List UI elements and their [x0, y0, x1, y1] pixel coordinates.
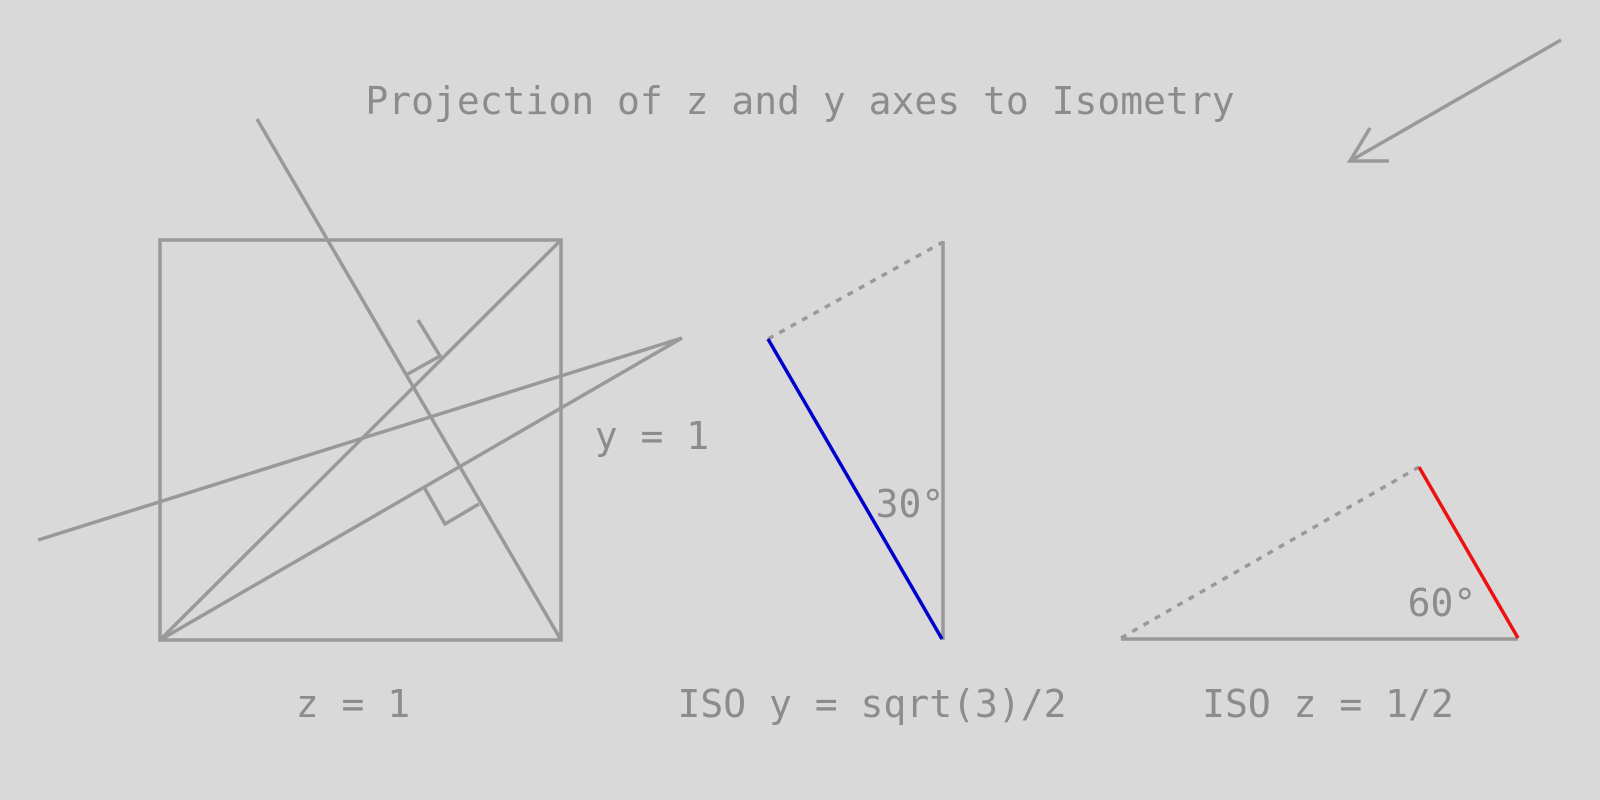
projection-line-upper: [38, 338, 682, 540]
angle-30-label: 30°: [875, 482, 945, 526]
iso-z-label: ISO z = 1/2: [1202, 682, 1454, 726]
iso-y-label: ISO y = sqrt(3)/2: [677, 682, 1067, 726]
iso-y-dashed-edge: [768, 242, 943, 339]
projection-line-lower: [160, 338, 682, 640]
y-label: y = 1: [594, 414, 710, 458]
iso-y-triangle: [768, 241, 943, 640]
diagram-title: Projection of z and y axes to Isometry: [365, 79, 1235, 123]
angle-60-label: 60°: [1407, 581, 1477, 625]
iso-z-dashed-edge: [1121, 467, 1419, 638]
direction-arrow: [1350, 40, 1561, 161]
right-angle-marker-lower: [424, 487, 479, 524]
z-axis-line: [257, 119, 561, 640]
z-label: z = 1: [295, 682, 411, 726]
unit-square-figure: [38, 119, 682, 640]
